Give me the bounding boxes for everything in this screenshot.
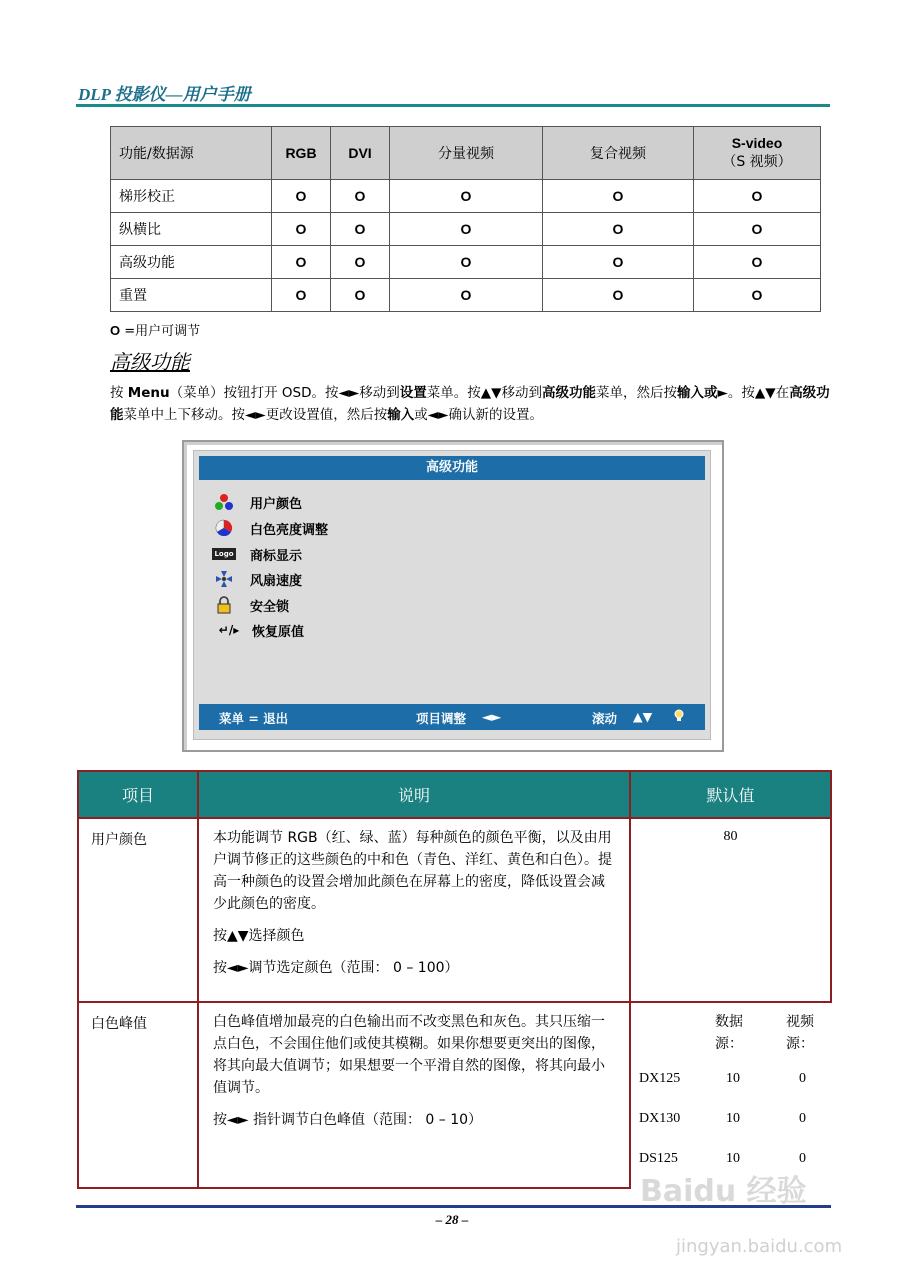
cell: O <box>390 180 543 213</box>
text: （菜单）按钮打开 OSD。按◄►移动到 <box>169 385 400 401</box>
source-table-header: 复合视频 <box>543 127 694 180</box>
osd-item-label: 安全锁 <box>250 599 290 615</box>
desc-text: 本功能调节 RGB（红、绿、蓝）每种颜色的颜色平衡，以及由用户调节修正的这些颜色的中和色（青色、洋红、黄色和白色）。提高一种颜色的设置会增加此颜色在屏幕上的密度，降低设置会减少此颜色的密度。 <box>213 830 612 912</box>
page-number: – 28 – <box>435 1212 469 1227</box>
fan-icon <box>212 570 236 588</box>
text-bold: 高级功能 <box>542 385 597 401</box>
lock-icon <box>212 596 236 614</box>
osd-footer <box>199 704 705 730</box>
video-value: 0 <box>799 1111 806 1126</box>
text: 按 <box>110 385 128 401</box>
table-row <box>111 279 821 312</box>
rgb-dots-icon <box>212 493 236 511</box>
osd-adjust-arrows: ◄► <box>482 709 502 724</box>
item-default: 80 <box>630 818 831 1002</box>
text-bold: 设置 <box>399 385 427 401</box>
note-text: =用户可调节 <box>120 324 201 339</box>
cell: O <box>272 213 331 246</box>
osd-item-label: 恢复原值 <box>252 624 305 640</box>
text: 或◄►确认新的设置。 <box>414 407 544 423</box>
source-table-header: 功能/数据源 <box>111 127 272 180</box>
data-value: 10 <box>726 1071 740 1086</box>
cell: O <box>694 246 821 279</box>
item-name: 白色峰值 <box>78 1002 198 1188</box>
video-value: 0 <box>799 1151 806 1166</box>
detail-header: 项目 <box>78 771 198 818</box>
table-row <box>78 1002 831 1188</box>
cell: O <box>331 213 390 246</box>
col-header-video <box>786 1011 814 1055</box>
row-label: 纵横比 <box>111 213 272 246</box>
video-value: 0 <box>799 1071 806 1086</box>
source-table-header: DVI <box>331 127 390 180</box>
item-description <box>198 818 630 1002</box>
osd-item-reset[interactable] <box>212 619 304 641</box>
osd-item-label: 风扇速度 <box>250 573 303 589</box>
row-label: 高级功能 <box>111 246 272 279</box>
osd-item-white-peak[interactable] <box>212 517 328 539</box>
cell: O <box>694 213 821 246</box>
osd-item-label: 用户颜色 <box>250 496 303 512</box>
osd-item-logo[interactable] <box>212 543 302 565</box>
detail-table <box>77 770 832 1189</box>
osd-item-lock[interactable] <box>212 594 289 616</box>
table-note <box>110 320 200 339</box>
osd-title: 高级功能 <box>199 456 705 480</box>
source-table <box>110 126 821 312</box>
cell: O <box>694 180 821 213</box>
text: ►。按▲▼在 <box>717 385 790 401</box>
row-label: 重置 <box>111 279 272 312</box>
logo-icon <box>212 545 236 563</box>
svideo-sublabel: （S 视频） <box>722 154 792 170</box>
col-header-line: 源： <box>786 1036 814 1052</box>
item-name: 用户颜色 <box>78 818 198 1002</box>
cell: O <box>272 246 331 279</box>
item-default-table <box>630 1002 831 1188</box>
cell: O <box>543 279 694 312</box>
reset-icon <box>212 621 246 639</box>
cell: O <box>272 180 331 213</box>
table-row <box>111 180 821 213</box>
cell: O <box>543 213 694 246</box>
osd-item-label: 商标显示 <box>250 548 303 564</box>
header-rule <box>76 104 830 107</box>
watermark-url: jingyan.baidu.com <box>676 1236 843 1257</box>
svideo-label: S-video <box>731 135 783 151</box>
table-row <box>78 818 831 1002</box>
bulb-icon <box>673 709 685 726</box>
row-label: 梯形校正 <box>111 180 272 213</box>
table-row <box>111 213 821 246</box>
cell: O <box>390 279 543 312</box>
item-description <box>198 1002 630 1188</box>
osd-adjust-hint: 项目调整 <box>416 711 467 726</box>
desc-text: 白色峰值增加最亮的白色输出而不改变黑色和灰色。其只压缩一点白色，不会围住他们或使其模糊。如果你想要更突出的图像，将其向最大值调节；如果想要一个平滑自然的图像，将其向最小值调节。 <box>213 1014 605 1096</box>
cell: O <box>390 246 543 279</box>
col-header-data <box>715 1011 743 1055</box>
text-bold: 高级功能 <box>110 385 830 423</box>
detail-header: 说明 <box>198 771 630 818</box>
data-value: 10 <box>726 1111 740 1126</box>
source-table-header: RGB <box>272 127 331 180</box>
osd-item-fan[interactable] <box>212 568 302 590</box>
cell: O <box>331 180 390 213</box>
source-table-header: 分量视频 <box>390 127 543 180</box>
cell: O <box>272 279 331 312</box>
model-label: DX130 <box>639 1111 681 1126</box>
desc-text: 按▲▼选择颜色 <box>213 928 305 944</box>
text-bold: 输入或 <box>677 385 718 401</box>
source-table-header <box>694 127 821 180</box>
cell: O <box>390 213 543 246</box>
color-wheel-icon <box>212 519 236 537</box>
text: 菜单中上下移动。按◄►更改设置值，然后按 <box>123 407 388 423</box>
osd-item-label: 白色亮度调整 <box>250 522 329 538</box>
osd-scroll-arrows: ▲▼ <box>633 709 653 724</box>
desc-text: 按◄► 指针调节白色峰值（范围： 0 – 10） <box>213 1112 483 1128</box>
model-label: DX125 <box>639 1071 681 1086</box>
text-bold: 输入 <box>387 407 415 423</box>
osd-exit-hint: 菜单 = 退出 <box>219 711 289 726</box>
reset-icon-glyph: ↵/▸ <box>218 623 240 637</box>
watermark-brand: Baidu 经验 <box>640 1174 807 1209</box>
desc-text: 按◄►调节选定颜色（范围： 0 – 100） <box>213 960 459 976</box>
cell: O <box>331 279 390 312</box>
text: 菜单，然后按 <box>596 385 678 401</box>
detail-header: 默认值 <box>630 771 831 818</box>
col-header-line: 源： <box>715 1036 743 1052</box>
logo-icon-text: Logo <box>214 550 234 558</box>
section-title: 高级功能 <box>110 350 190 374</box>
cell: O <box>543 180 694 213</box>
cell: O <box>331 246 390 279</box>
data-value: 10 <box>726 1151 740 1166</box>
cell: O <box>694 279 821 312</box>
osd-scroll-hint: 滚动 <box>592 711 618 726</box>
text: 菜单。按▲▼移动到 <box>426 385 543 401</box>
text-bold: Menu <box>127 385 170 401</box>
col-header-line: 数据 <box>715 1014 743 1030</box>
osd-item-user-color[interactable] <box>212 491 302 513</box>
instruction-paragraph <box>110 382 830 426</box>
note-mark: O <box>110 323 121 338</box>
header-title: DLP 投影仪—用户手册 <box>78 85 251 104</box>
model-label: DS125 <box>639 1151 678 1166</box>
col-header-line: 视频 <box>786 1014 814 1030</box>
cell: O <box>543 246 694 279</box>
table-row <box>111 246 821 279</box>
